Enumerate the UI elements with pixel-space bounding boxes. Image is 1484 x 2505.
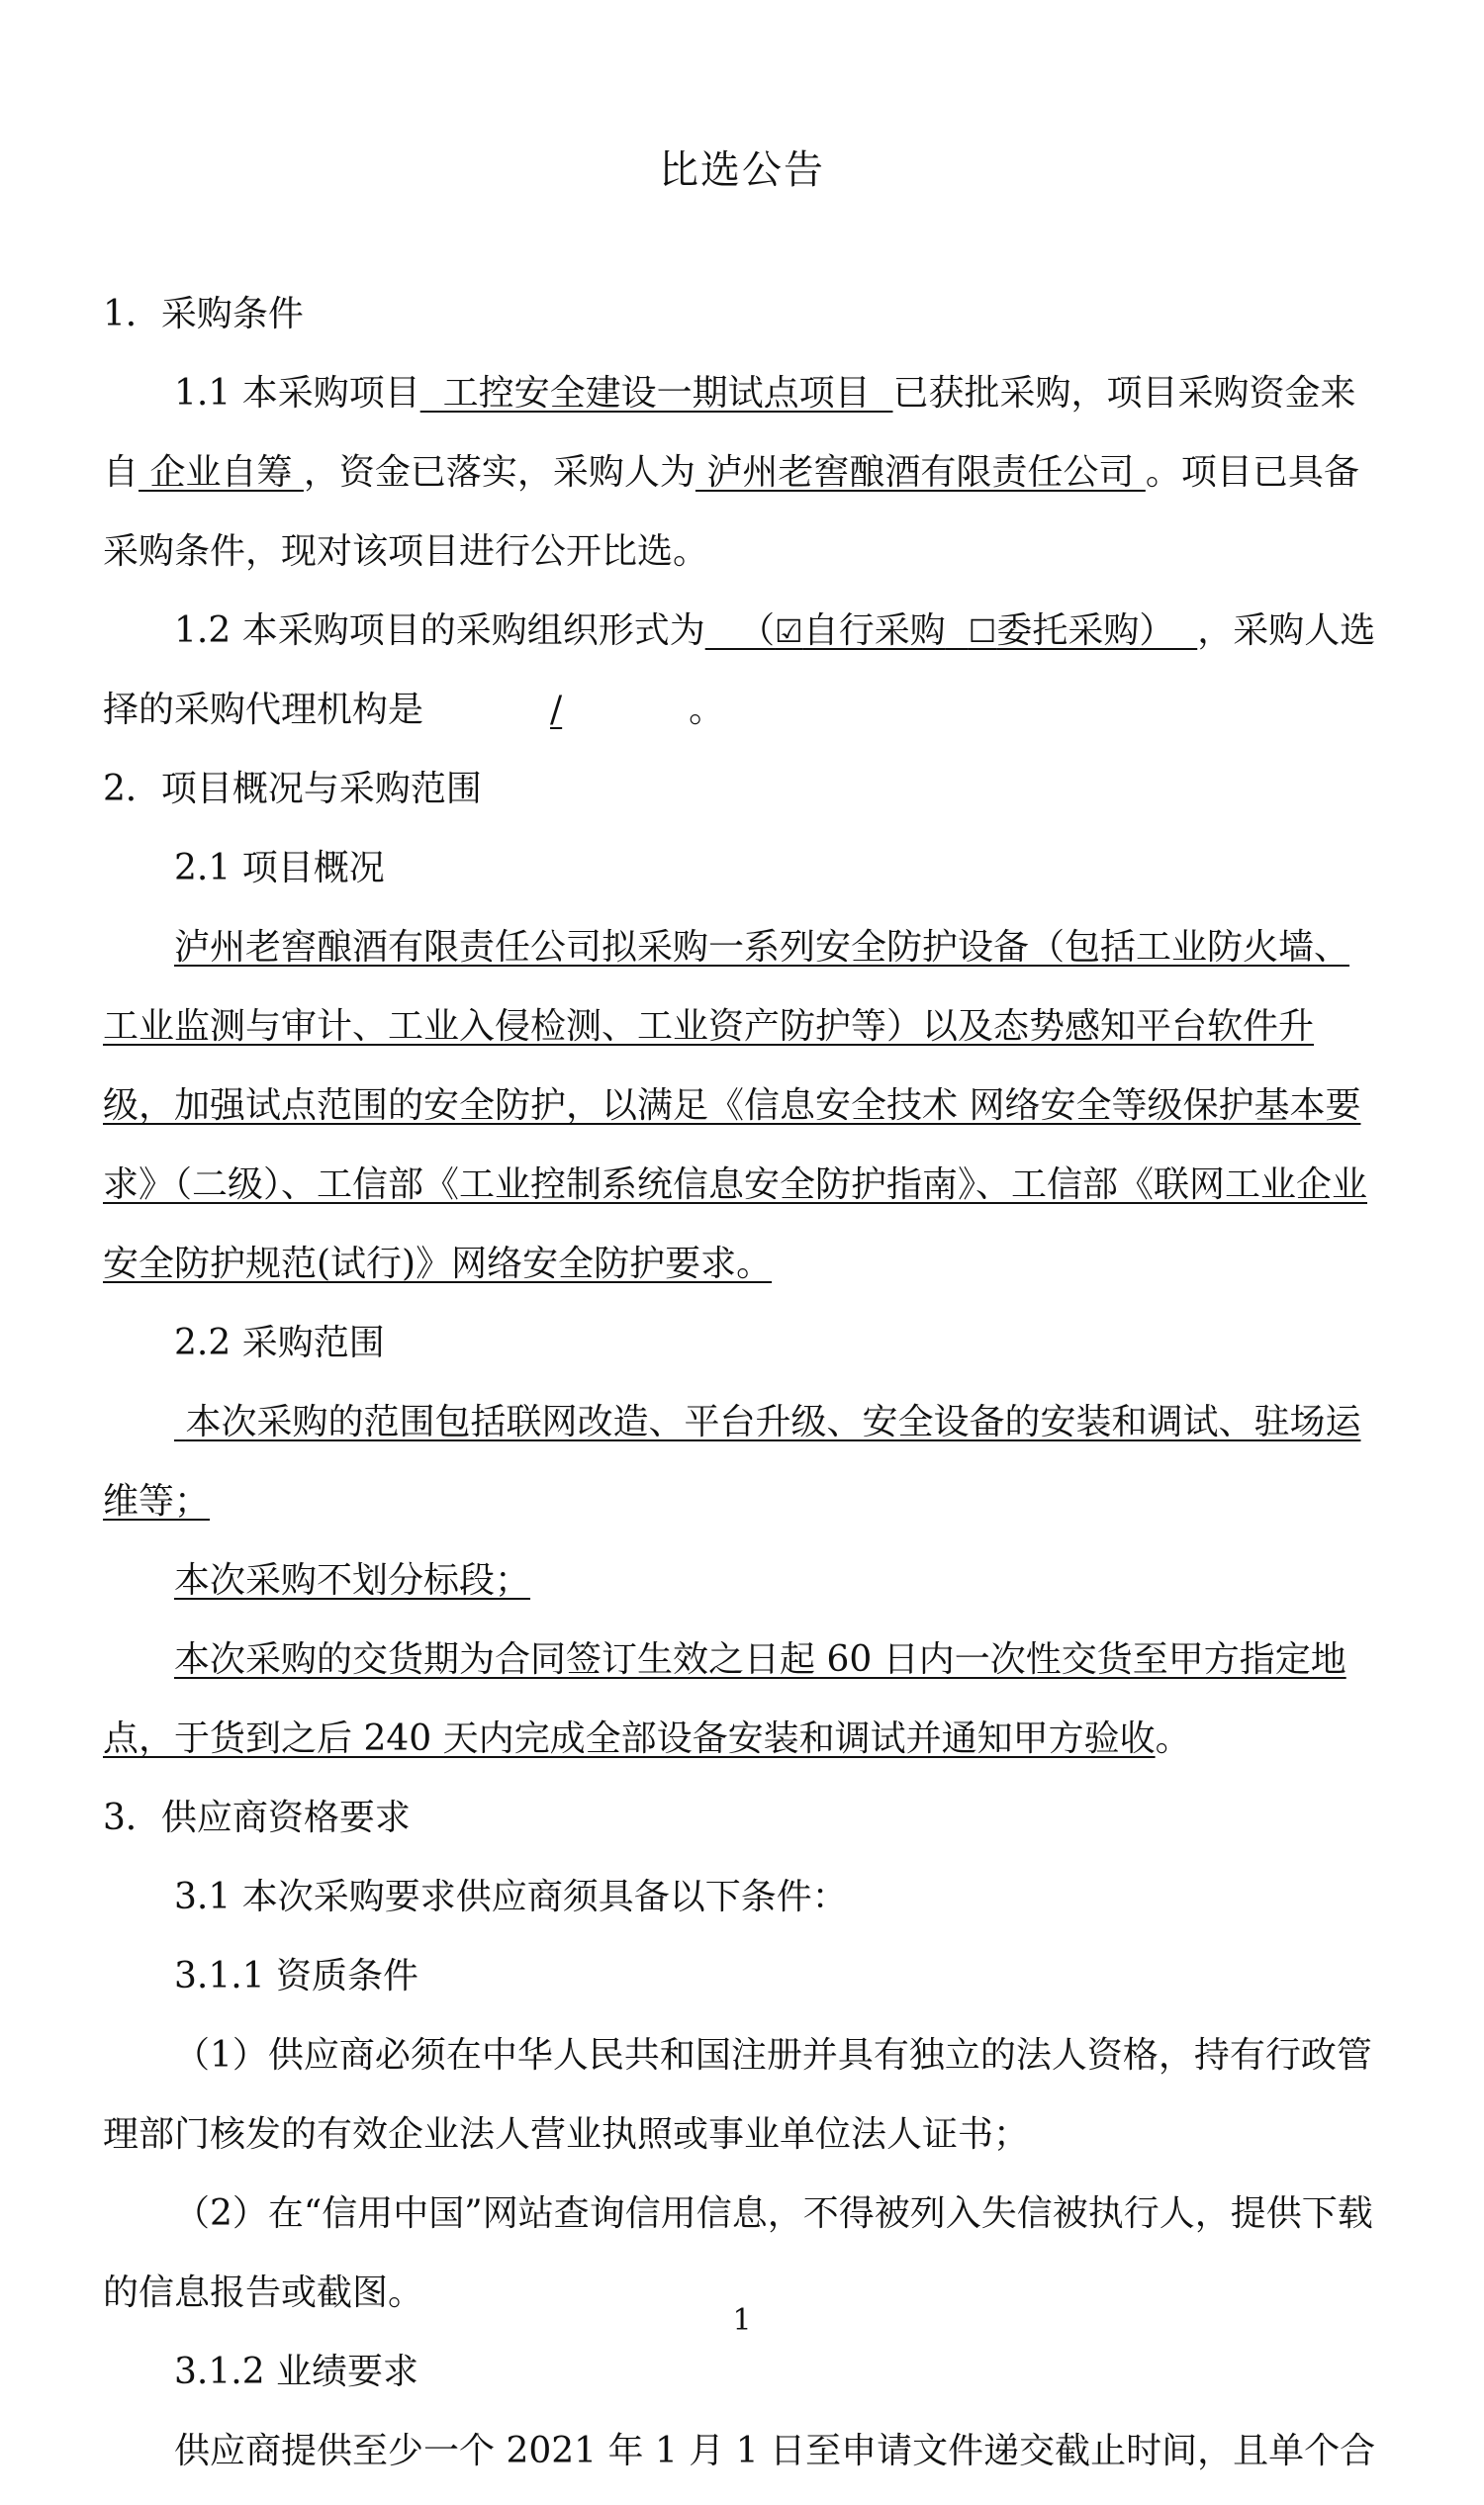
- overview-text: 泸州老窖酿酒有限责任公司拟采购一系列安全防护设备（包括工业防火墙、工业监测与审计、工业入侵检测、工业资产防护等）以及态势感知平台软件升级，加强试点范围的安全防护，以满足《信息安全技术 网络安全等级保护基本要求》（二级）、工信部《工业控制系统信息安全防护指南》、工信部《联网工业企业安全防护规范(试行)》网络安全防护要求。: [103, 927, 1368, 1284]
- section-2-heading: 2．项目概况与采购范围: [103, 769, 482, 809]
- scope-text-3: 本次采购的交货期为合同签订生效之日起 60 日内一次性交货至甲方指定地点，于货到之后 240 天内完成全部设备安装和调试并通知甲方验收: [103, 1639, 1346, 1759]
- scope-paragraph-1: [103, 1383, 1381, 1541]
- page-title: 比选公告: [659, 147, 825, 193]
- text: 已获批采购，项目采购资金来自: [103, 373, 1356, 493]
- buyer-name: 泸州老窖酿酒有限责任公司: [695, 452, 1146, 493]
- scope-paragraph-2: [103, 1541, 1381, 1621]
- unchecked-box-icon: ☐: [968, 612, 997, 650]
- text: 1.1 本采购项目: [174, 373, 420, 414]
- text: 。: [1155, 1718, 1191, 1759]
- subheading-2-1: 2.1 项目概况: [174, 848, 385, 888]
- paragraph-1-1: [103, 354, 1381, 592]
- page-number: 1: [732, 2303, 752, 2338]
- performance-requirement: 供应商提供至少一个 2021 年 1 月 1 日至申请文件递交截止时间，且单个合: [174, 2431, 1376, 2471]
- scope-text-2: 本次采购不划分标段；: [174, 1560, 531, 1601]
- text: 。: [689, 690, 725, 730]
- text: ，资金已落实，采购人为: [303, 452, 696, 493]
- agent-value: /: [550, 690, 563, 730]
- qualification-1: （1）供应商必须在中华人民共和国注册并具有独立的法人资格，持有行政管理部门核发的有效企业法人营业执照或事业单位法人证书；: [103, 2035, 1372, 2155]
- scope-text-1: 本次采购的范围包括联网改造、平台升级、安全设备的安装和调试、驻场运维等；: [103, 1402, 1361, 1522]
- section-3-heading: 3．供应商资格要求: [103, 1798, 411, 1838]
- text: ，采购人选择的采购代理机构是: [103, 610, 1376, 730]
- qualification-2: （2）在“信用中国”网站查询信用信息，不得被列入失信被执行人，提供下载的信息报告或截图。: [103, 2193, 1373, 2313]
- paragraph-3-1-2: 3.1.2 业绩要求: [174, 2352, 419, 2392]
- option-self: 自行采购: [802, 610, 946, 651]
- paragraph-3-1-1: 3.1.1 资质条件: [174, 1956, 419, 1996]
- checked-box-icon: ☑: [775, 612, 803, 650]
- overview-paragraph: [103, 908, 1381, 1304]
- option-entrust: 委托采购: [996, 610, 1140, 651]
- subheading-2-2: 2.2 采购范围: [174, 1323, 385, 1363]
- procurement-form: （☑自行采购 ☐委托采购）: [704, 610, 1198, 651]
- section-1-heading: 1．采购条件: [103, 294, 304, 334]
- text: 。项目已具备采购条件，现对该项目进行公开比选。: [103, 452, 1359, 572]
- project-name: 工控安全建设一期试点项目: [419, 373, 893, 414]
- fund-source: 企业自筹: [139, 452, 304, 493]
- text: 1.2 本采购项目的采购组织形式为: [174, 610, 705, 651]
- paragraph-1-2: [103, 592, 1381, 750]
- paragraph-3-1: 3.1 本次采购要求供应商须具备以下条件：: [174, 1877, 848, 1917]
- scope-paragraph-3: [103, 1621, 1381, 1779]
- agent-name: [423, 690, 689, 730]
- document-body: [103, 275, 1381, 2491]
